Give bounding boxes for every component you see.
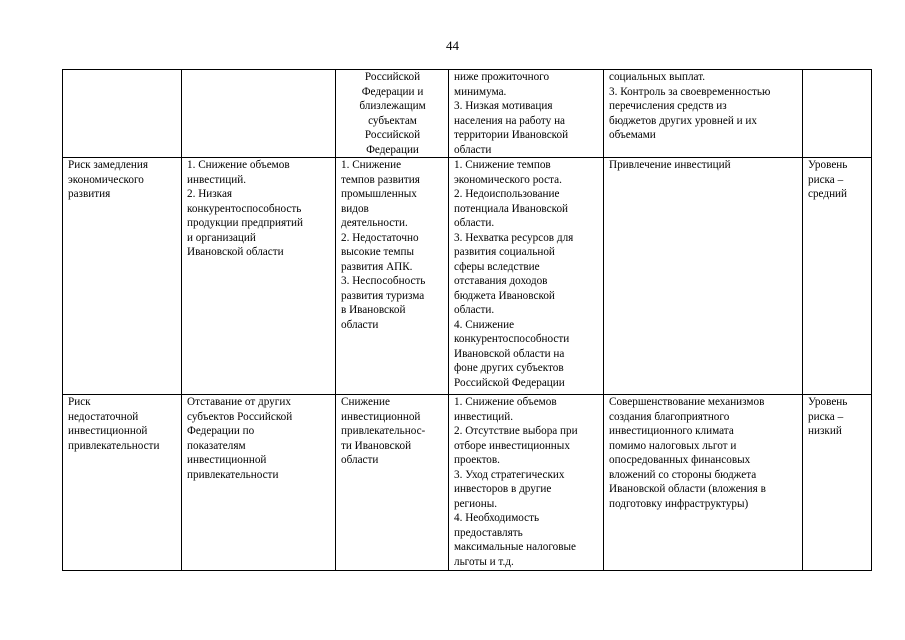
cell-risk-factor (336, 158, 449, 395)
cell-text-line: области (341, 454, 379, 466)
cell-text-line: инвестиций. (187, 173, 247, 186)
cell-text-line: предоставлять (454, 526, 523, 539)
cell-text-line: экономического роста. (454, 173, 562, 186)
cell-text-line: объемами (609, 129, 656, 141)
cell-text-line: минимума. (454, 85, 507, 98)
cell-text-line: ти Ивановской (341, 439, 412, 452)
cell-text-line: Уровень (808, 159, 848, 171)
cell-text-line: привлекательнос- (341, 425, 426, 437)
cell-risk-factor (336, 395, 449, 571)
cell-risk-cause (182, 158, 336, 395)
cell-text-line: помимо налоговых льгот и (609, 439, 737, 452)
cell-text-line: Снижение (341, 396, 390, 408)
cell-risk-name (63, 395, 182, 571)
cell-risk-consequence (449, 70, 604, 158)
cell-text-line: экономического (68, 173, 144, 186)
cell-text-line: Риск (68, 396, 91, 408)
cell-text-line: Федерации (366, 143, 419, 156)
cell-risk-name (63, 158, 182, 395)
cell-text-line: создания благоприятного (609, 410, 730, 423)
cell-text-line: развития туризма (341, 289, 425, 302)
cell-text-line: промышленных (341, 188, 417, 200)
cell-text-line: льготы и т.д. (454, 555, 514, 568)
cell-risk-level (803, 70, 872, 158)
cell-text-line: вложений со стороны бюджета (609, 468, 757, 481)
cell-text-line: высокие темпы (341, 246, 414, 258)
cell-text-line: низкий (808, 425, 842, 437)
table-row (63, 395, 872, 571)
cell-text-line: субъектам (368, 114, 417, 127)
cell-text-line: 1. Снижение темпов (454, 159, 551, 171)
cell-risk-level (803, 395, 872, 571)
cell-text-line: отборе инвестиционных (454, 439, 570, 452)
cell-text-line: Российской (364, 71, 421, 83)
cell-risk-factor (336, 70, 449, 158)
cell-text-line: регионы. (454, 497, 498, 510)
cell-text-line: Ивановской области (187, 246, 284, 258)
cell-text-line: 3. Уход стратегических (454, 468, 565, 481)
cell-text-line: 1. Снижение объемов (454, 396, 557, 408)
cell-risk-measure (604, 70, 803, 158)
cell-text-line: деятельности. (341, 217, 408, 229)
cell-text-line: Федерации по (187, 425, 255, 437)
cell-text-line: субъектов Российской (187, 410, 293, 423)
cell-text-line: показателям (187, 439, 246, 452)
cell-text-line: 3. Неспособность (341, 275, 426, 287)
cell-risk-consequence (449, 158, 604, 395)
cell-text-line: привлекательности (187, 468, 279, 481)
cell-text-line: отставания доходов (454, 275, 548, 287)
cell-text-line: населения на работу на (454, 114, 566, 127)
cell-text-line: риска – (808, 410, 844, 423)
cell-risk-measure (604, 395, 803, 571)
cell-text-line: Федерации и (361, 85, 424, 98)
cell-text-line: инвестиционной (341, 410, 421, 423)
cell-text-line: 4. Снижение (454, 318, 515, 331)
cell-text-line: и организаций (187, 231, 256, 244)
cell-text-line: социальных выплат. (609, 71, 706, 83)
cell-text-line: бюджета Ивановской (454, 289, 555, 302)
cell-text-line: Совершенствование механизмов (609, 396, 765, 408)
cell-text-line: конкурентоспособность (187, 202, 302, 215)
cell-text-line: развития социальной (454, 246, 555, 258)
cell-text-line: инвесторов в другие (454, 483, 552, 495)
cell-text-line: Ивановской области на (454, 347, 565, 360)
cell-text-line: области (341, 318, 379, 331)
cell-text-line: подготовку инфраструктуры) (609, 497, 749, 510)
cell-text-line: близлежащим (359, 100, 426, 112)
cell-text-line: развития (68, 188, 111, 200)
cell-text-line: Отставание от других (187, 396, 291, 408)
cell-text-line: недостаточной (68, 410, 139, 423)
cell-text-line: 2. Недоиспользование (454, 188, 560, 200)
cell-text-line: привлекательности (68, 439, 160, 452)
cell-text-line: ниже прожиточного (454, 71, 550, 83)
cell-text-line: видов (341, 202, 369, 215)
cell-text-line: 2. Отсутствие выбора при (454, 425, 578, 437)
cell-text-line: в Ивановской (341, 304, 406, 316)
cell-risk-name (63, 70, 182, 158)
cell-risk-level (803, 158, 872, 395)
cell-text-line: сферы вследствие (454, 260, 540, 273)
cell-risk-measure (604, 158, 803, 395)
cell-text-line: инвестиционной (187, 454, 267, 466)
cell-text-line: области. (454, 217, 495, 229)
cell-text-line: инвестиционной (68, 425, 148, 437)
cell-risk-cause (182, 395, 336, 571)
cell-text-line: области. (454, 304, 495, 316)
cell-text-line: Российской Федерации (454, 376, 565, 389)
page-number: 44 (446, 38, 459, 53)
cell-text-line: 1. Снижение объемов (187, 159, 290, 171)
table-row (63, 158, 872, 395)
risk-table (62, 69, 872, 571)
cell-text-line: Российской (364, 129, 421, 141)
cell-text-line: инвестиций. (454, 410, 514, 423)
cell-text-line: 3. Контроль за своевременностью (609, 85, 771, 98)
cell-text-line: Риск замедления (68, 159, 149, 171)
cell-text-line: 1. Снижение (341, 159, 402, 171)
cell-text-line: проектов. (454, 454, 500, 466)
cell-text-line: продукции предприятий (187, 217, 303, 229)
cell-text-line: конкурентоспособности (454, 333, 570, 345)
cell-text-line: потенциала Ивановской (454, 202, 569, 215)
cell-text-line: развития АПК. (341, 260, 413, 273)
cell-text-line: Ивановской области (вложения в (609, 483, 766, 495)
cell-text-line: фоне других субъектов (454, 362, 564, 374)
cell-text-line: территории Ивановской (454, 129, 569, 141)
cell-risk-cause (182, 70, 336, 158)
cell-risk-consequence (449, 395, 604, 571)
cell-text-line: опосредованных финансовых (609, 454, 751, 466)
cell-text-line: бюджетов других уровней и их (609, 114, 757, 127)
cell-text-line: Привлечение инвестиций (609, 159, 731, 171)
cell-text-line: Уровень (808, 396, 848, 408)
cell-text-line: 2. Недостаточно (341, 231, 419, 244)
cell-text-line: области (454, 143, 492, 156)
cell-text-line: максимальные налоговые (454, 541, 576, 553)
table-row (63, 70, 872, 158)
cell-text-line: риска – (808, 173, 844, 186)
cell-text-line: 4. Необходимость (454, 512, 540, 524)
cell-text-line: темпов развития (341, 173, 420, 186)
cell-text-line: 3. Низкая мотивация (454, 100, 553, 112)
cell-text-line: 3. Нехватка ресурсов для (454, 231, 574, 244)
cell-text-line: перечисления средств из (609, 100, 727, 112)
cell-text-line: инвестиционного климата (609, 425, 734, 437)
cell-text-line: средний (808, 188, 848, 200)
cell-text-line: 2. Низкая (187, 188, 233, 200)
